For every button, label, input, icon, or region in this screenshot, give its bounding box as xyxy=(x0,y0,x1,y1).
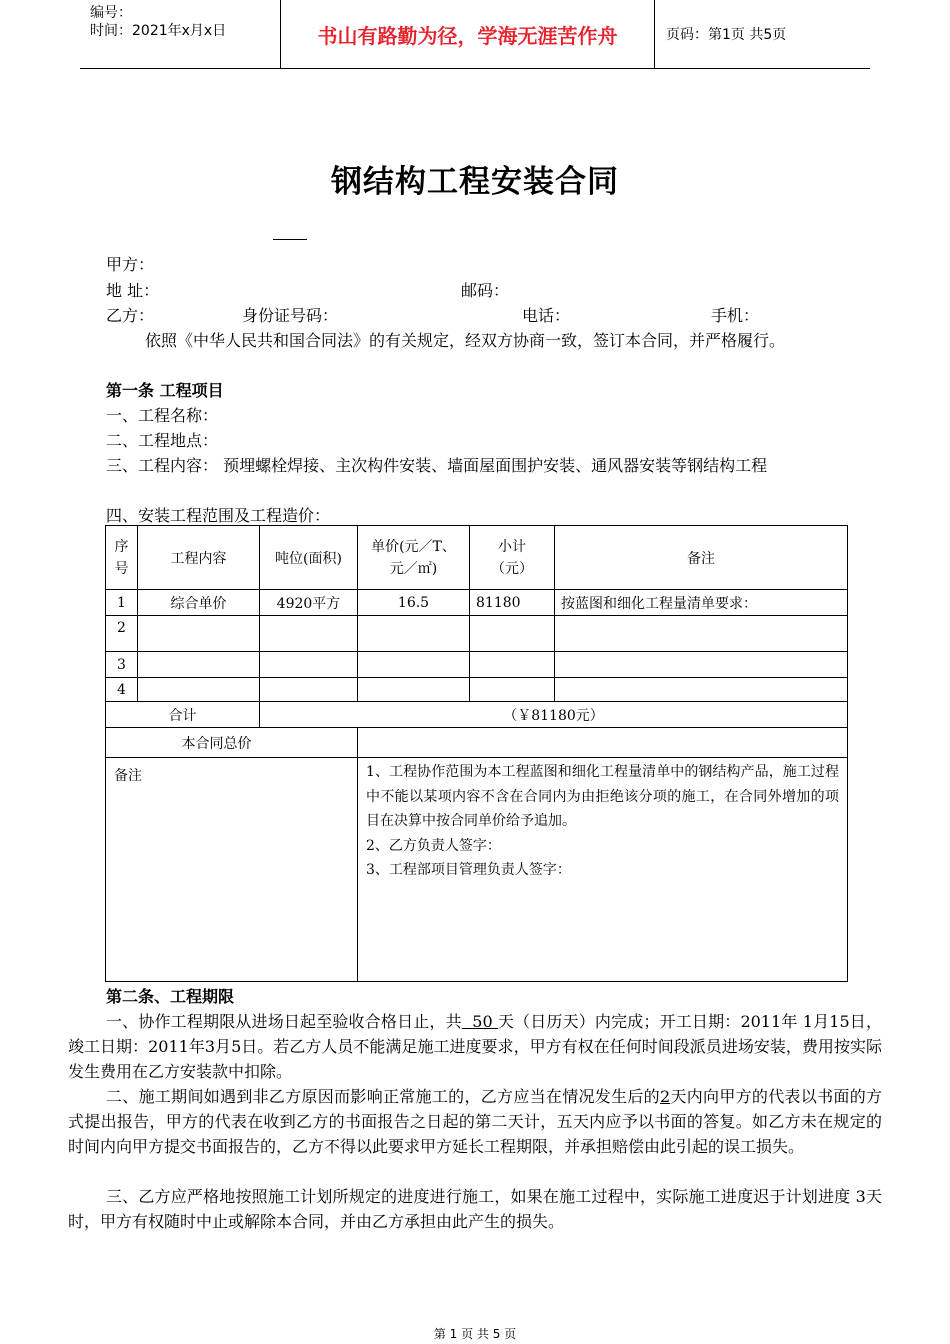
title-underline xyxy=(273,239,307,240)
postcode-label: 邮码： xyxy=(461,281,510,300)
paragraph-text: 天（日历天）内完成；开工日期：2011年 1月15日，竣工日期：2011年3月5日。若乙方人员不能满足施工进度要求，甲方有权在任何时间段派员进场安装，费用按实际发生费用在乙方安装款中扣除。 xyxy=(68,1012,882,1081)
remark-label: 备注 xyxy=(106,758,358,982)
address-label: 地 址： xyxy=(106,281,160,300)
article1-heading: 第一条 工程项目 xyxy=(106,381,224,400)
remark-content xyxy=(358,758,848,982)
header-cell: 工程内容 xyxy=(138,526,260,590)
header-divider xyxy=(654,0,655,68)
table-cell xyxy=(138,652,260,678)
table-cell xyxy=(358,652,470,678)
table-cell: 4 xyxy=(106,678,138,702)
page-footer: 第 1 页 共 5 页 xyxy=(433,1327,517,1341)
header-page-number: 页码：第1页 共5页 xyxy=(666,27,787,43)
cost-table xyxy=(105,525,848,982)
table-row xyxy=(106,678,848,702)
header-number: 编号： xyxy=(90,5,132,21)
table-cell xyxy=(555,616,848,652)
document-title: 钢结构工程安装合同 xyxy=(331,164,619,200)
table-cell xyxy=(260,616,358,652)
party-b-label: 乙方： xyxy=(106,306,155,325)
header-time: 时间：2021年x月x日 xyxy=(90,23,227,39)
header-cell: 备注 xyxy=(555,526,848,590)
header-motto: 书山有路勤为径，学海无涯苦作舟 xyxy=(317,24,618,48)
table-cell xyxy=(555,652,848,678)
remark-item: 1、工程协作范围为本工程蓝图和细化工程量清单中的钢结构产品，施工过程中不能以某项内容不含在合同内为由拒绝该分项的施工，在合同外增加的项目在决算中按合同单价给予追加。 xyxy=(366,764,839,829)
table-cell xyxy=(470,678,555,702)
paragraph-text: 二、施工期间如遇到非乙方原因而影响正常施工的，乙方应当在情况发生后的 xyxy=(106,1087,660,1106)
table-cell xyxy=(358,678,470,702)
paragraph-text: 天内向甲方的代表以书面的方式提出报告，甲方的代表在收到乙方的书面报告之日起的第二天计，五天内应予以书面的答复。如乙方未在规定的时间内向甲方提交书面报告的，乙方不得以此要求甲方延长工程期限，并承担赔偿由此引起的误工损失。 xyxy=(68,1087,882,1156)
table-cell xyxy=(260,652,358,678)
paragraph-text: 一、协作工程期限从进场日起至验收合格日止，共 xyxy=(106,1012,462,1031)
party-a-label: 甲方： xyxy=(106,255,155,274)
scope-label: 四、安装工程范围及工程造价： xyxy=(106,506,331,525)
table-cell xyxy=(470,652,555,678)
contract-total-value xyxy=(358,728,848,758)
article2-paragraph-2 xyxy=(68,1084,882,1159)
remarks-row xyxy=(106,758,848,982)
project-name-label: 一、工程名称： xyxy=(106,406,219,425)
article2-paragraph-3: 三、乙方应严格地按照施工计划所规定的进度进行施工，如果在施工过程中，实际施工进度迟于计划进度 3天时，甲方有权随时中止或解除本合同，并由乙方承担由此产生的损失。 xyxy=(68,1187,882,1231)
header-cell: 单价(元／T、元／㎡) xyxy=(358,526,470,590)
table-cell xyxy=(138,616,260,652)
article2-paragraph-1 xyxy=(68,1009,882,1084)
header-cell: 序号 xyxy=(106,526,138,590)
project-location-label: 二、工程地点： xyxy=(106,431,219,450)
table-cell xyxy=(555,678,848,702)
table-row xyxy=(106,616,848,652)
days-value: 50 xyxy=(461,1012,498,1031)
total-value: （￥81180元） xyxy=(260,702,848,728)
table-cell xyxy=(138,678,260,702)
table-cell: 16.5 xyxy=(358,590,470,616)
header-cell: 吨位(面积) xyxy=(260,526,358,590)
total-label: 合计 xyxy=(106,702,260,728)
table-cell: 3 xyxy=(106,652,138,678)
article2-heading: 第二条、工程期限 xyxy=(106,987,235,1006)
contract-total-label: 本合同总价 xyxy=(106,728,358,758)
table-cell xyxy=(470,616,555,652)
header-meta xyxy=(90,4,226,40)
table-header-row xyxy=(106,526,848,590)
days-value: 2 xyxy=(659,1087,671,1106)
table-cell: 1 xyxy=(106,590,138,616)
table-row xyxy=(106,652,848,678)
table-cell: 81180 xyxy=(470,590,555,616)
mobile-label: 手机： xyxy=(711,306,760,325)
table-cell: 按蓝图和细化工程量清单要求： xyxy=(555,590,848,616)
total-row xyxy=(106,702,848,728)
table-cell xyxy=(358,616,470,652)
remark-item: 3、工程部项目管理负责人签字： xyxy=(366,862,571,878)
table-row xyxy=(106,590,848,616)
table-cell: 2 xyxy=(106,616,138,652)
table-cell: 4920平方 xyxy=(260,590,358,616)
remark-item: 2、乙方负责人签字： xyxy=(366,837,501,854)
project-content: 三、工程内容： 预埋螺栓焊接、主次构件安装、墙面屋面围护安装、通风器安装等钢结构工程 xyxy=(106,456,768,475)
id-number-label: 身份证号码： xyxy=(242,306,339,325)
header-cell: 小计（元） xyxy=(470,526,555,590)
contract-total-row xyxy=(106,728,848,758)
intro-paragraph: 依照《中华人民共和国合同法》的有关规定，经双方协商一致，签订本合同，并严格履行。 xyxy=(145,331,786,350)
page-header xyxy=(80,0,870,69)
table-cell xyxy=(260,678,358,702)
phone-label: 电话： xyxy=(522,306,571,325)
table-cell: 综合单价 xyxy=(138,590,260,616)
